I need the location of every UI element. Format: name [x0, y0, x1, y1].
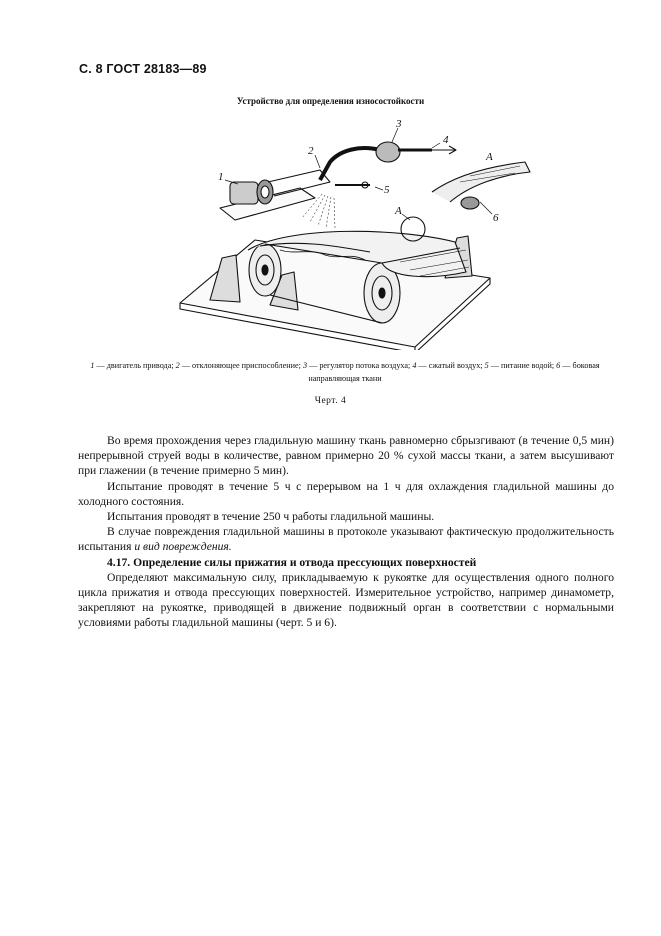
figure-number: Черт. 4: [314, 396, 347, 406]
figure-caption: 1 — двигатель привода; 2 — отклоняющее приспособление; 3 — регулятор потока воздуха; 4 — сжатый воздух; 5 — питание водой; 6 — боковая направляющая ткани: [90, 361, 600, 383]
paragraph-force-measurement: Определяют максимальную силу, прикладываемую к рукоятке для осуществления одного полного цикла прижатия и отвода прессующих поверхностей. Измерительное устройство, например динамометр, закрепляют на рукоятке, приводящей в движение подвижный орган в соответствии с нормальными условиями работы гладильной машины (черт. 5 и 6).: [78, 570, 614, 630]
page-header: С. 8 ГОСТ 28183—89: [79, 62, 207, 76]
label-4: 4: [443, 134, 449, 146]
air-pipe: [320, 148, 380, 180]
figure-title: Устройство для определения износостойкости: [236, 96, 425, 106]
paragraph-total-hours: Испытания проводят в течение 250 ч работы гладильной машины.: [107, 510, 435, 524]
label-5: 5: [384, 184, 390, 196]
body-text: [78, 433, 614, 631]
label-3: 3: [396, 118, 402, 130]
label-6: 6: [493, 212, 499, 224]
side-fabric-guide: [461, 197, 479, 209]
paragraph-test-duration: Испытание проводят в течение 5 ч с перерывом на 1 ч для охлаждения гладильной машины до холодного состояния.: [78, 479, 614, 508]
air-regulator: [376, 142, 400, 162]
section-heading-4-17: 4.17. Определение силы прижатия и отвода прессующих поверхностей: [107, 555, 477, 569]
paragraph-damage-report: В случае повреждения гладильной машины в протоколе указывают фактическую продолжительность испытания и вид повреждения.: [78, 525, 614, 554]
label-a-detail: A: [486, 151, 493, 163]
paragraph-spraying: Во время прохождения через гладильную машину ткань равномерно сбрызгивают (в течение 0,5 мин) непрерывной струей воды в количестве, равном примерно 20 % сухой массы ткани, а затем высушивают при глажении (в течение примерно 5 мин).: [78, 434, 614, 478]
label-2: 2: [308, 145, 314, 157]
drive-motor: [230, 182, 258, 204]
label-1: 1: [218, 171, 224, 183]
wear-test-apparatus-drawing: [170, 110, 630, 350]
detail-a-inset: [432, 162, 530, 202]
label-a-main: A: [395, 205, 402, 217]
